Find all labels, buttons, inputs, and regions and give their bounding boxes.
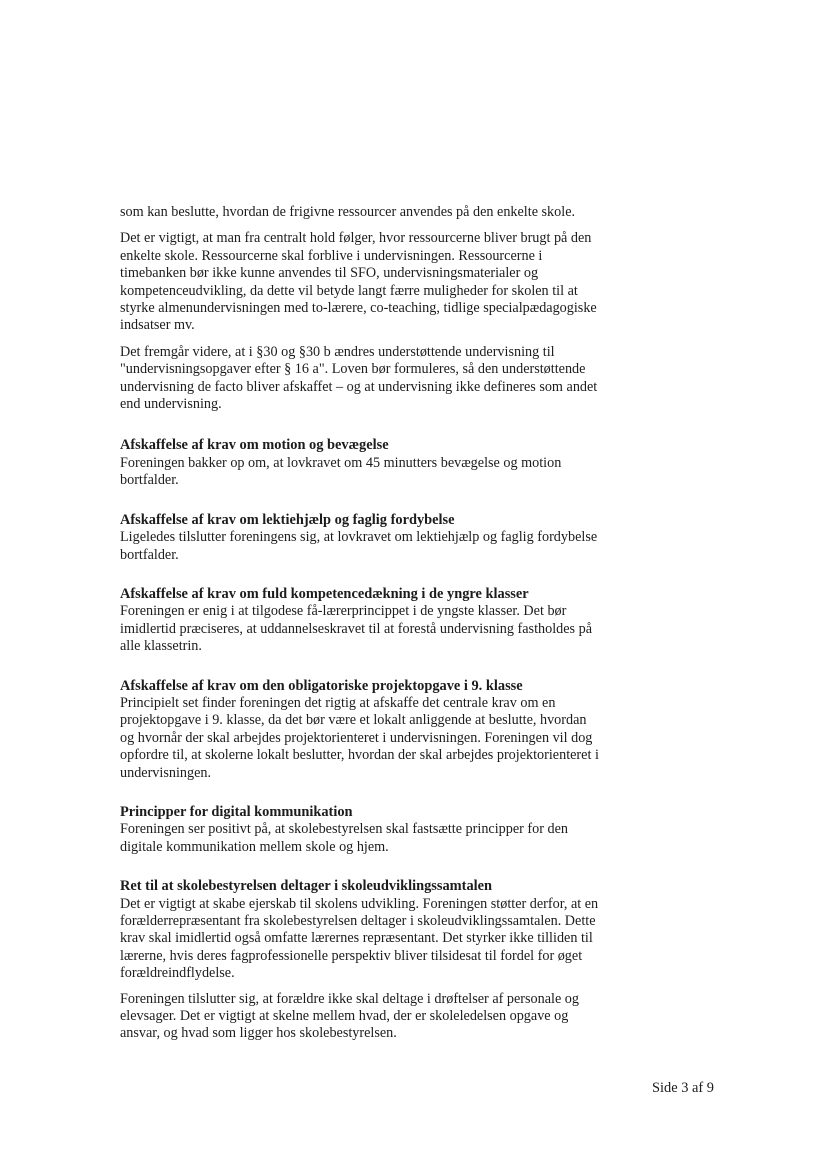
section-heading: Afskaffelse af krav om fuld kompetencedækning i de yngre klasser (120, 585, 529, 602)
page-content (120, 204, 600, 1043)
section-motion (120, 437, 600, 489)
section-heading: Ret til at skolebestyrelsen deltager i skoleudviklingssamtalen (120, 878, 493, 895)
section-heading: Afskaffelse af krav om lektiehjælp og faglig fordybelse (120, 511, 455, 528)
section-projektopgave (120, 678, 600, 782)
section-spacer (120, 413, 600, 437)
section-body: Det er vigtigt at skabe ejerskab til skolens udvikling. Foreningen støtter derfor, at en forælderrepræsentant fra skolebestyrelsen deltager i skoleudviklingssamtalen. Dette krav skal imidlertid også omfatte lærernes repræsentant. Det styrker ikke tilliden til lærerne, hvis deres fagprofessionelle perspektiv bliver tilsidesat til fordel for øget forældreindflydelse. (120, 895, 599, 982)
intro-paragraph-1: som kan beslutte, hvordan de frigivne ressourcer anvendes på den enkelte skole. (120, 204, 576, 220)
page-number: Side 3 af 9 (652, 1080, 714, 1096)
section-body-continued: Foreningen tilslutter sig, at forældre ikke skal deltage i drøftelser af personale og elevsager. Det er vigtigt at skelne mellem hvad, der er skoleledelsen opgave og ansvar, og hvad som ligger hos skolebestyrelsen. (120, 990, 579, 1042)
section-body: Ligeledes tilslutter foreningens sig, at lovkravet om lektiehjælp og faglig fordybelse bortfalder. (120, 529, 598, 563)
intro-paragraph-3: Det fremgår videre, at i §30 og §30 b ændres understøttende undervisning til "undervisningsopgaver efter § 16 a". Loven bør formuleres, så den understøttende undervisning de facto bliver afskaffet – og at undervisning ikke defineres som andet end undervisning. (120, 343, 598, 413)
section-body: Foreningen ser positivt på, at skolebestyrelsen skal fastsætte principper for den digitale kommunikation mellem skole og hjem. (120, 821, 568, 855)
section-skoleudviklingssamtale (120, 878, 600, 1043)
section-digital-kommunikation (120, 804, 600, 856)
section-lektiehjaelp (120, 512, 600, 564)
section-body: Principielt set finder foreningen det rigtig at afskaffe det centrale krav om en projektopgave i 9. klasse, da det bør være et lokalt anliggende at beslutte, hvordan og hvornår der skal arbejdes projektorienteret i undervisningen. Foreningen vil dog opfordre til, at skolerne lokalt beslutter, hvordan der skal arbejdes projektorienteret i undervisningen. (120, 694, 599, 781)
section-body: Foreningen bakker op om, at lovkravet om 45 minutters bevægelse og motion bortfalder. (120, 454, 562, 489)
intro-paragraph-2: Det er vigtigt, at man fra centralt hold følger, hvor ressourcerne bliver brugt på den enkelte skole. Ressourcerne skal forblive i undervisningen. Ressourcerne i timebanken bør ikke kunne anvendes til SFO, undervisningsmaterialer og kompetenceudvikling, da dette vil betyde langt færre muligheder for skolen til at styrke almenundervisningen med to-lærere, co-teaching, tidlige specialpædagogiske indsatser mv. (120, 230, 597, 334)
section-body: Foreningen er enig i at tilgodese få-lærerprincippet i de yngste klasser. Det bør imidlertid præciseres, at uddannelseskravet til at forestå undervisning fastholdes på alle klassetrin. (120, 603, 592, 655)
section-kompetencedaekning (120, 586, 600, 656)
section-heading: Principper for digital kommunikation (120, 803, 353, 820)
section-heading: Afskaffelse af krav om motion og bevægelse (120, 437, 389, 454)
section-heading: Afskaffelse af krav om den obligatoriske projektopgave i 9. klasse (120, 677, 523, 694)
